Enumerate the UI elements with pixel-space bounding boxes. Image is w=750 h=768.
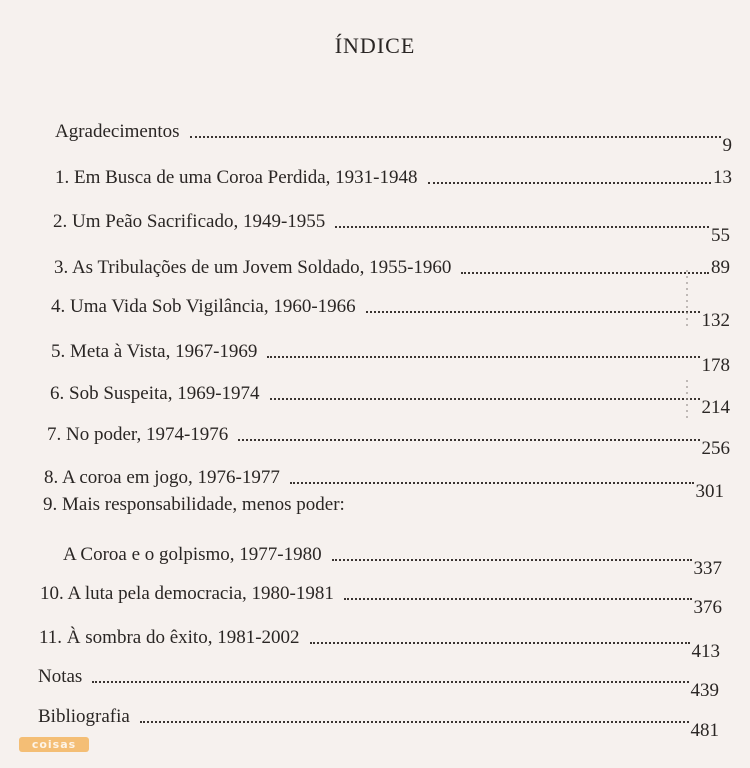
toc-entry-label: 5. Meta à Vista, 1967-1969 <box>51 341 258 362</box>
toc-entry-chapter-11[interactable] <box>39 617 720 662</box>
toc-entry-bibliografia[interactable] <box>38 696 719 741</box>
toc-entry-page: 214 <box>701 397 730 418</box>
toc-entry-chapter-2[interactable] <box>53 201 730 246</box>
toc-entry-label: 11. À sombra do êxito, 1981-2002 <box>39 627 300 648</box>
toc-entry-label: Bibliografia <box>38 706 130 727</box>
toc-entry-label: A Coroa e o golpismo, 1977-1980 <box>63 544 322 565</box>
toc-entry-chapter-9-first-line[interactable]: 9. Mais responsabilidade, menos poder: <box>43 494 345 515</box>
toc-entry-label: 8. A coroa em jogo, 1976-1977 <box>44 467 280 488</box>
scan-artifact <box>686 380 688 420</box>
dot-leader <box>92 681 688 683</box>
toc-entry-chapter-5[interactable] <box>51 331 730 376</box>
dot-leader <box>290 482 694 484</box>
toc-entry-label: 3. As Tribulações de um Jovem Soldado, 1955-1960 <box>54 257 452 278</box>
toc-entry-chapter-4[interactable] <box>51 286 730 331</box>
dot-leader <box>335 226 709 228</box>
toc-entry-page: 132 <box>701 310 730 331</box>
toc-entry-page: 9 <box>722 135 732 156</box>
dot-leader <box>344 598 692 600</box>
toc-entry-chapter-7[interactable] <box>47 414 730 459</box>
scan-artifact <box>686 270 688 330</box>
dot-leader <box>310 642 690 644</box>
dot-leader <box>461 272 709 274</box>
toc-entry-chapter-9[interactable] <box>63 534 722 579</box>
toc-entry-label: Agradecimentos <box>55 121 180 142</box>
toc-entry-notas[interactable] <box>38 656 719 701</box>
toc-entry-page: 439 <box>690 680 719 701</box>
dot-leader <box>190 136 721 138</box>
dot-leader <box>238 439 699 441</box>
toc-entry-page: 256 <box>701 438 730 459</box>
toc-entry-label: Notas <box>38 666 83 687</box>
toc-entry-chapter-3[interactable] <box>54 247 730 279</box>
toc-entry-chapter-8[interactable] <box>44 457 724 502</box>
page-title: ÍNDICE <box>334 33 416 58</box>
toc-entry-chapter-10[interactable] <box>40 573 722 618</box>
dot-leader <box>428 182 711 184</box>
toc-entry-page: 337 <box>693 558 722 579</box>
toc-entry-page: 301 <box>695 481 724 502</box>
toc-entry-page: 481 <box>690 720 719 741</box>
dot-leader <box>366 311 700 313</box>
toc-entry-page: 89 <box>711 257 730 278</box>
dot-leader <box>267 356 699 358</box>
toc-entry-label: 2. Um Peão Sacrificado, 1949-1955 <box>53 211 326 232</box>
toc-entry-page: 178 <box>701 355 730 376</box>
toc-entry-label: 7. No poder, 1974-1976 <box>47 424 229 445</box>
toc-entry-agradecimentos[interactable] <box>55 111 732 156</box>
dot-leader <box>270 398 700 400</box>
toc-entry-page: 55 <box>711 225 730 246</box>
toc-entry-page: 376 <box>693 597 722 618</box>
watermark-logo: coisas <box>19 737 89 752</box>
toc-entry-label: 10. A luta pela democracia, 1980-1981 <box>40 583 334 604</box>
toc-entry-page: 13 <box>713 167 732 188</box>
dot-leader <box>140 721 689 723</box>
toc-entry-label: 1. Em Busca de uma Coroa Perdida, 1931-1948 <box>55 167 418 188</box>
toc-entry-chapter-1[interactable] <box>55 157 732 189</box>
toc-entry-chapter-6[interactable] <box>50 373 730 418</box>
toc-entry-label: 4. Uma Vida Sob Vigilância, 1960-1966 <box>51 296 356 317</box>
toc-entry-label: 6. Sob Suspeita, 1969-1974 <box>50 383 260 404</box>
dot-leader <box>332 559 692 561</box>
toc-entry-page: 413 <box>691 641 720 662</box>
